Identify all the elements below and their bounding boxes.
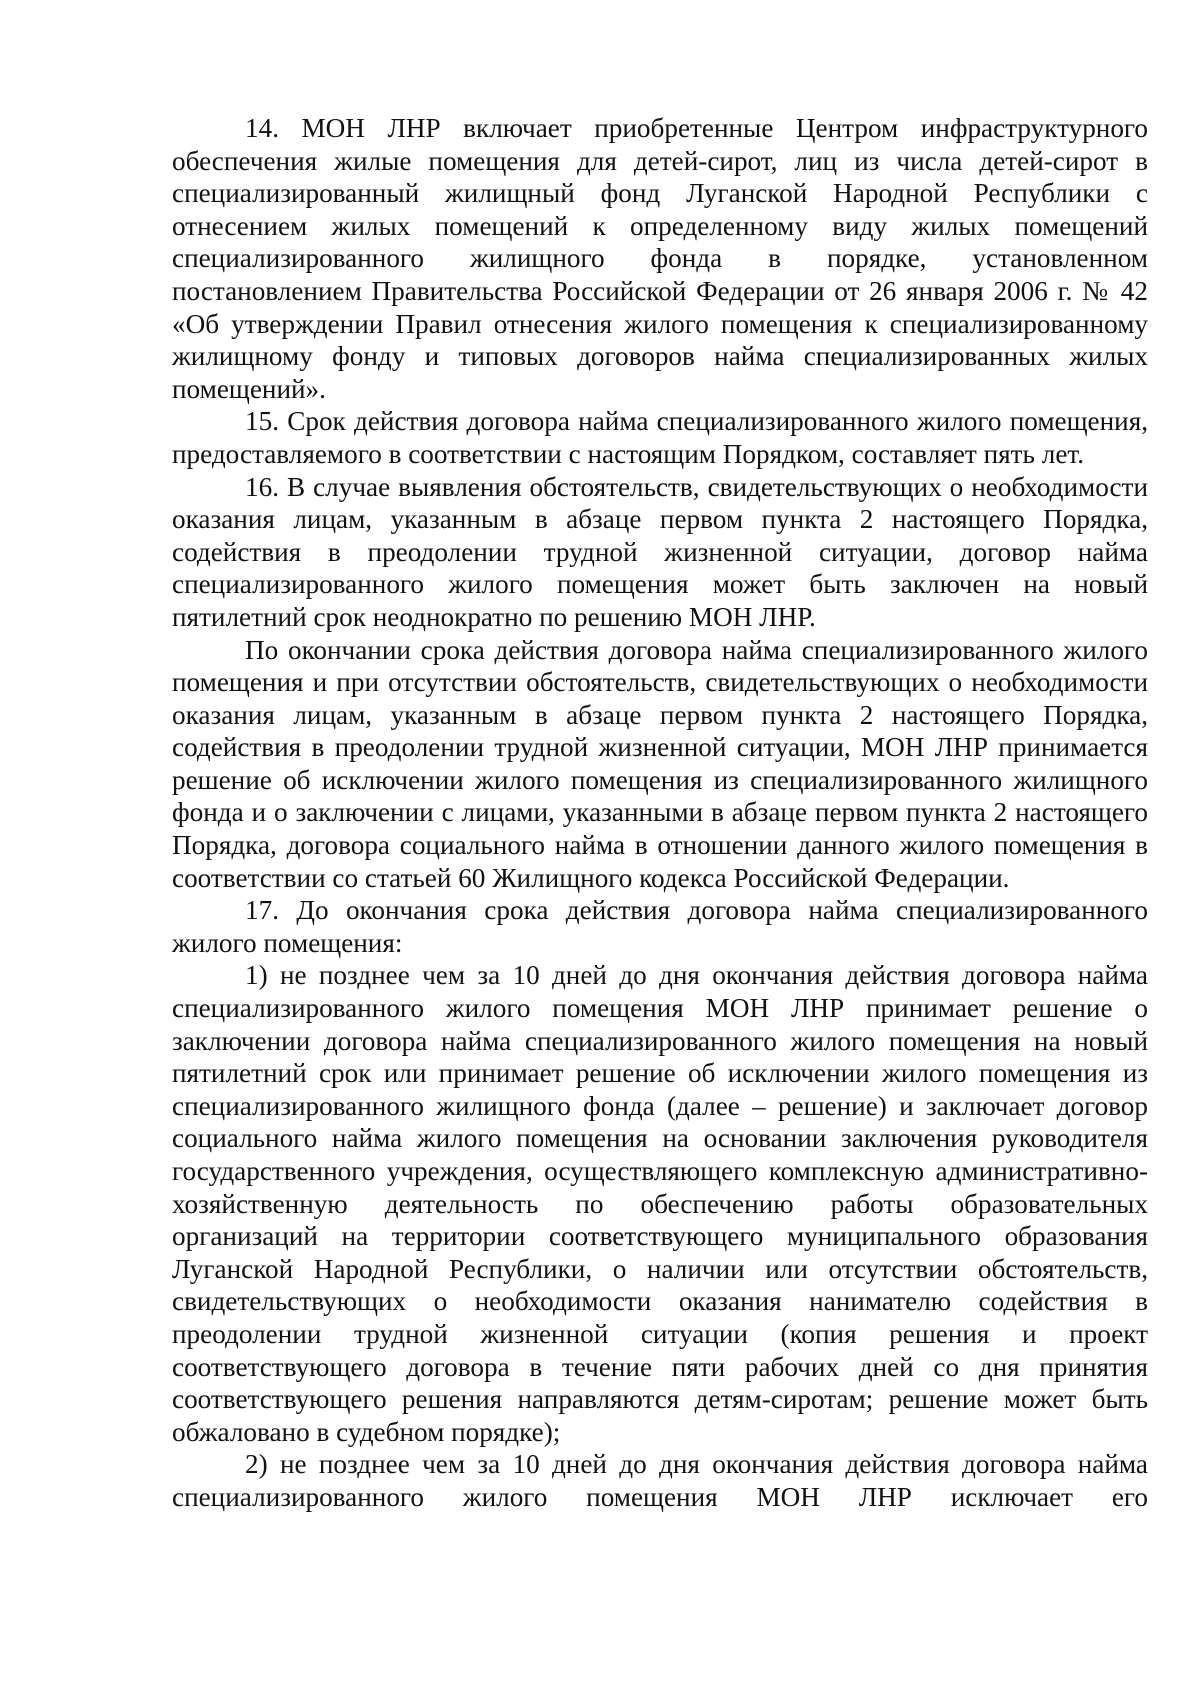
document-page xyxy=(172,112,1148,1514)
paragraph-17: 17. До окончания срока действия договора найма специализированного жилого помещения: xyxy=(172,895,1148,958)
paragraph-17-item-2: 2) не позднее чем за 10 дней до дня окончания действия договора найма специализированного жилого помещения МОН ЛНР исключает его xyxy=(172,1449,1148,1512)
paragraph-16-continuation: По окончании срока действия договора найма специализированного жилого помещения и при отсутствии обстоятельств, свидетельствующих о необходимости оказания лицам, указанным в абзаце первом пункта 2 настоящего Порядка, содействия в преодолении трудной жизненной ситуации, МОН ЛНР принимается решение об исключении жилого помещения из специализированного жилищного фонда и о заключении с лицами, указанными в абзаце первом пункта 2 настоящего Порядка, договора социального найма в отношении данного жилого помещения в соответствии со статьей 60 Жилищного кодекса Российской Федерации. xyxy=(172,634,1148,893)
paragraph-16: 16. В случае выявления обстоятельств, свидетельствующих о необходимости оказания лицам, указанным в абзаце первом пункта 2 настоящего Порядка, содействия в преодолении трудной жизненной ситуации, договор найма специализированного жилого помещения может быть заключен на новый пятилетний срок неоднократно по решению МОН ЛНР. xyxy=(172,471,1148,632)
paragraph-14: 14. МОН ЛНР включает приобретенные Центром инфраструктурного обеспечения жилые помещения для детей-сирот, лиц из числа детей-сирот в специализированный жилищный фонд Луганской Народной Республики с отнесением жилых помещений к определенному виду жилых помещений специализированного жилищного фонда в порядке, установленном постановлением Правительства Российской Федерации от 26 января 2006 г. № 42 «Об утверждении Правил отнесения жилого помещения к специализированному жилищному фонду и типовых договоров найма специализированных жилых помещений». xyxy=(172,113,1148,404)
paragraph-15: 15. Срок действия договора найма специализированного жилого помещения, предоставляемого в соответствии с настоящим Порядком, составляет пять лет. xyxy=(172,406,1148,469)
paragraph-17-item-1: 1) не позднее чем за 10 дней до дня окончания действия договора найма специализированного жилого помещения МОН ЛНР принимает решение о заключении договора найма специализированного жилого помещения на новый пятилетний срок или принимает решение об исключении жилого помещения из специализированного жилищного фонда (далее – решение) и заключает договор социального найма жилого помещения на основании заключения руководителя государственного учреждения, осуществляющего комплексную административно-хозяйственную деятельность по обеспечению работы образовательных организаций на территории соответствующего муниципального образования Луганской Народной Республики, о наличии или отсутствии обстоятельств, свидетельствующих о необходимости оказания нанимателю содействия в преодолении трудной жизненной ситуации (копия решения и проект соответствующего договора в течение пяти рабочих дней со дня принятия соответствующего решения направляются детям-сиротам; решение может быть обжаловано в судебном порядке); xyxy=(172,960,1148,1447)
